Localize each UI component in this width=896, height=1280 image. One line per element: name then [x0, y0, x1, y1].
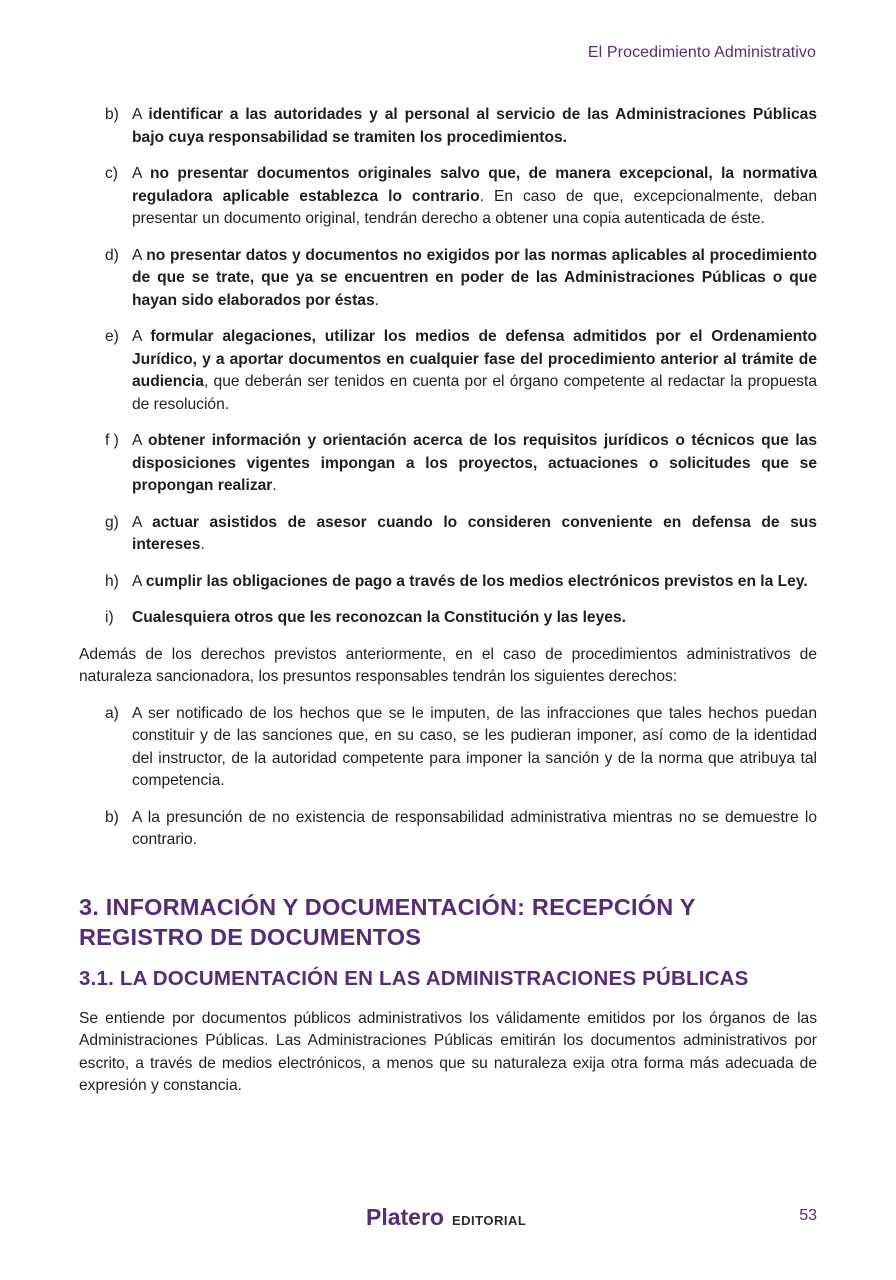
item-bold-text: obtener información y orientación acerca de los requisitos jurídicos o técnicos que las disposiciones vigentes impongan a los proyectos, actuaciones o solicitudes que se propongan realizar — [132, 432, 818, 494]
item-rest-text: . — [374, 291, 379, 309]
list-item — [79, 571, 817, 594]
item-rest-text: , que deberán ser tenidos en cuenta por el órgano competente al redactar la propuesta de resolución. — [132, 373, 817, 413]
rights-list — [79, 104, 817, 630]
list-item — [79, 512, 817, 557]
list-marker: b) — [105, 106, 119, 123]
list-item — [79, 807, 817, 852]
item-text: A ser notificado de los hechos que se le imputen, de las infracciones que tales hechos puedan constituir y de las sanciones que, en su caso, se les pudieran imponer, así como de la identidad del instructor, de la autoridad competente para imponer la sanción y de la norma que atribuya tal competencia. — [132, 704, 817, 789]
list-marker: g) — [105, 513, 119, 531]
logo-subtitle: EDITORIAL — [451, 1213, 527, 1228]
item-lead: A — [132, 513, 153, 531]
item-lead: A — [132, 165, 150, 182]
list-marker: c) — [105, 165, 118, 182]
paragraph-documentos: Se entiende por documentos públicos administrativos los válidamente emitidos por los órganos de las Administraciones Públicas. Las Administraciones Públicas emitirán los documentos administrativos por escrito, a través de medios electrónicos, a menos que su naturaleza exija otra forma más adecuada de expresión y constancia. — [79, 1009, 817, 1094]
item-lead: A — [132, 328, 151, 345]
item-lead: A — [132, 432, 149, 449]
list-item — [79, 104, 817, 149]
list-item — [79, 430, 817, 498]
list-marker: a) — [105, 704, 119, 722]
item-text: A la presunción de no existencia de responsabilidad administrativa mientras no se demuestre lo contrario. — [132, 808, 817, 848]
item-rest-text: . En caso de que, excepcionalmente, deban presentar un documento original, tendrán derecho a obtener una copia autenticada de éste. — [132, 187, 817, 227]
section-heading: 3. INFORMACIÓN Y DOCUMENTACIÓN: RECEPCIÓN Y REGISTRO DE DOCUMENTOS — [79, 893, 696, 950]
logo-wordmark: Platero — [366, 1204, 444, 1230]
list-marker: e) — [105, 328, 119, 345]
list-item — [79, 607, 817, 630]
list-item — [79, 163, 817, 231]
item-bold-text: Cualesquiera otros que les reconozcan la Constitución y las leyes. — [132, 609, 626, 626]
item-bold-text: actuar asistidos de asesor cuando lo consideren conveniente en defensa de sus intereses — [132, 513, 817, 553]
item-rest-text: . — [200, 536, 205, 553]
list-marker: d) — [105, 246, 119, 264]
list-marker: i) — [105, 609, 114, 626]
item-bold-text: no presentar documentos originales salvo que, de manera excepcional, la normativa reguladora aplicable establezca lo contrario — [132, 165, 818, 205]
running-header-title: El Procedimiento Administrativo — [587, 44, 816, 61]
item-bold-text: formular alegaciones, utilizar los medios de defensa admitidos por el Ordenamiento Jurídico, y a aportar documentos en cualquier fase del procedimiento anterior al trámite de audiencia — [132, 328, 817, 390]
subsection-heading: 3.1. LA DOCUMENTACIÓN EN LAS ADMINISTRACIONES PÚBLICAS — [79, 966, 749, 990]
list-item — [79, 245, 817, 313]
item-rest-text: . — [272, 477, 277, 494]
list-item — [79, 326, 817, 416]
list-marker: b) — [105, 808, 119, 826]
sanction-rights-list — [79, 703, 817, 852]
item-lead: A — [132, 572, 146, 590]
item-lead: A — [132, 246, 147, 264]
page-content — [79, 104, 817, 1112]
item-bold-text: cumplir las obligaciones de pago a través de los medios electrónicos previstos en la Ley. — [145, 572, 808, 590]
item-bold-text: no presentar datos y documentos no exigidos por las normas aplicables al procedimiento de que se trate, que ya se encuentren en poder de las Administraciones Públicas o que hayan sido elaborados por éstas — [132, 246, 818, 309]
list-marker: h) — [105, 572, 119, 590]
list-marker: f ) — [105, 432, 119, 449]
item-lead: A — [132, 106, 149, 123]
paragraph-sancionadora: Además de los derechos previstos anteriormente, en el caso de procedimientos administrativos de naturaleza sancionadora, los presuntos responsables tendrán los siguientes derechos: — [79, 645, 817, 685]
publisher-logo — [366, 1204, 526, 1231]
list-item — [79, 703, 817, 793]
page-number: 53 — [799, 1207, 817, 1224]
item-bold-text: identificar a las autoridades y al personal al servicio de las Administraciones Públicas bajo cuya responsabilidad se tramiten los procedimientos. — [132, 106, 818, 146]
